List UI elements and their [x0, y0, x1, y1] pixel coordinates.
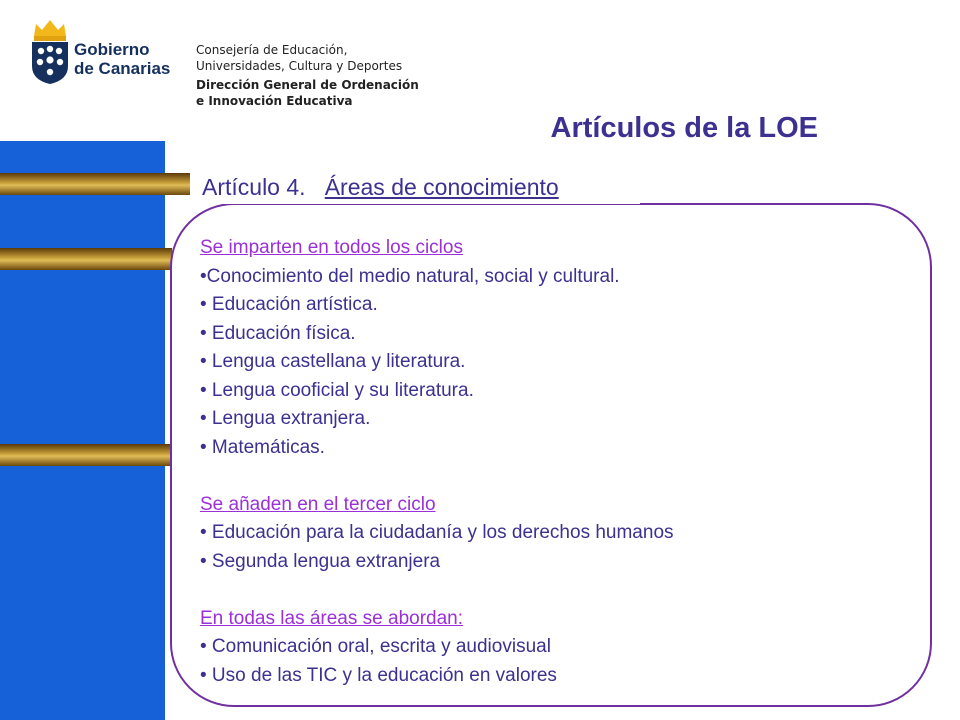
gold-bar-1	[0, 173, 192, 195]
department-text	[196, 42, 419, 109]
content-list	[200, 234, 920, 690]
spacer	[200, 576, 920, 605]
left-decor-band	[0, 141, 165, 720]
list-item: • Lengua castellana y literatura.	[200, 351, 466, 372]
dept-line1: Consejería de Educación,	[196, 43, 348, 57]
logo-name	[74, 40, 170, 78]
list-item: • Uso de las TIC y la educación en valores	[200, 664, 557, 686]
slide-title: Artículos de la LOE	[550, 112, 818, 144]
dept-line4: e Innovación Educativa	[196, 94, 353, 108]
gold-bar-3	[0, 444, 192, 466]
list-item: • Segunda lengua extranjera	[200, 550, 441, 572]
slide-subtitle	[202, 174, 559, 201]
logo-name-line2: de Canarias	[74, 59, 171, 78]
gobierno-canarias-logo	[28, 18, 72, 91]
gold-bar-2	[0, 248, 172, 270]
section-heading-all-areas: En todas las áreas se abordan:	[200, 607, 464, 629]
coat-of-arms-icon	[28, 18, 72, 86]
section-heading-third-cycle: Se añaden en el tercer ciclo	[200, 493, 436, 515]
list-item: • Educación para la ciudadanía y los derechos humanos	[200, 522, 674, 543]
list-item: •Conocimiento del medio natural, social y cultural.	[200, 265, 620, 287]
list-item: • Matemáticas.	[200, 436, 325, 458]
logo-name-line1: Gobierno	[74, 40, 150, 59]
subtitle-article: Artículo 4.	[202, 174, 306, 200]
spacer	[200, 462, 920, 491]
dept-line3: Dirección General de Ordenación	[196, 78, 419, 92]
list-item: • Educación artística.	[200, 294, 378, 315]
list-item: • Comunicación oral, escrita y audiovisual	[200, 636, 551, 657]
list-item: • Educación física.	[200, 322, 356, 344]
subtitle-area: Áreas de conocimiento	[324, 174, 559, 200]
list-item: • Lengua extranjera.	[200, 408, 371, 429]
list-item: • Lengua cooficial y su literatura.	[200, 379, 474, 401]
dept-line2: Universidades, Cultura y Deportes	[196, 59, 403, 73]
section-heading-all-cycles: Se imparten en todos los ciclos	[200, 237, 463, 258]
